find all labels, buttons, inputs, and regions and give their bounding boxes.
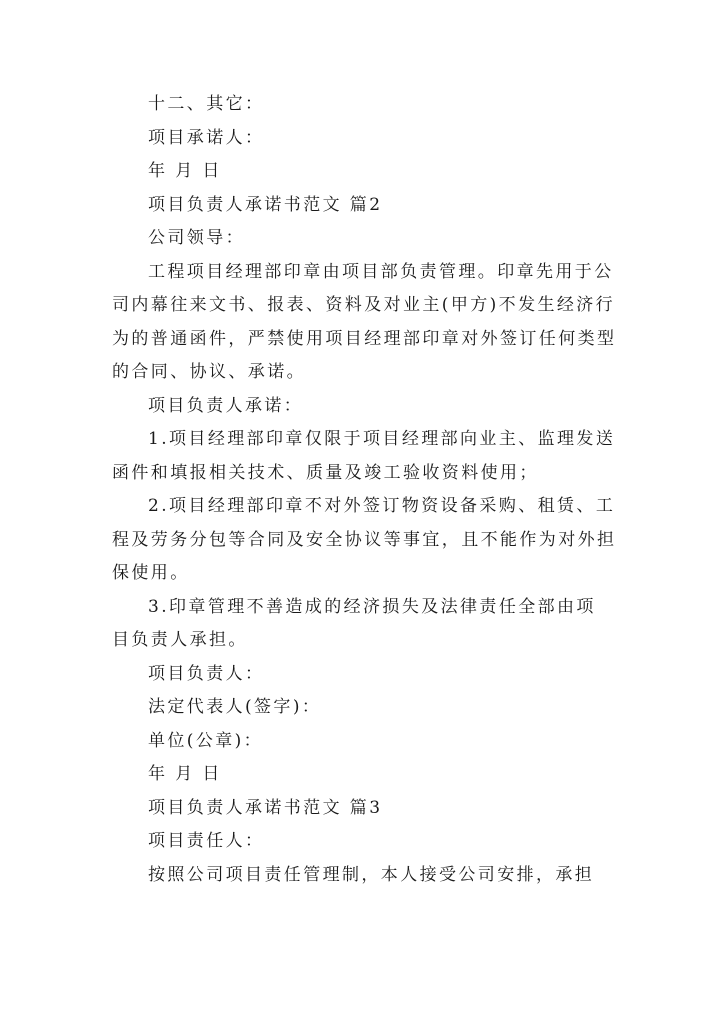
text-line: 单位(公章)： (148, 730, 264, 751)
paragraph-line: 目负责人承担。 (112, 630, 248, 650)
text-line: 十二、其它： (148, 94, 265, 114)
text-line: 年 月 日 (148, 764, 222, 784)
paragraph-line: 按照公司项目责任管理制，本人接受公司安排，承担 (148, 864, 595, 885)
text-line: 公司领导： (148, 228, 245, 248)
text-line: 年 月 日 (148, 161, 222, 181)
paragraph-line: 工程项目经理部印章由项目部负责管理。印章先用于公 (148, 261, 614, 282)
paragraph-line: 保使用。 (112, 563, 190, 583)
paragraph-line: 函件和填报相关技术、质量及竣工验收资料使用； (112, 462, 539, 483)
paragraph-line: 2.项目经理部印章不对外签订物资设备采购、租赁、工 (148, 496, 616, 516)
text-line: 项目责任人： (148, 831, 265, 851)
text-line: 项目负责人承诺： (148, 395, 304, 416)
paragraph-line: 3.印章管理不善造成的经济损失及法律责任全部由项 (148, 596, 596, 617)
paragraph-line: 司内幕往来文书、报表、资料及对业主(甲方)不发生经济行 (112, 295, 616, 315)
text-line: 项目承诺人： (148, 127, 265, 148)
paragraph-line: 程及劳务分包等合同及安全协议等事宜，且不能作为对外担 (112, 529, 617, 550)
text-line: 法定代表人(签字)： (148, 697, 322, 717)
section-heading: 项目负责人承诺书范文 篇2 (148, 194, 383, 215)
paragraph-line: 1.项目经理部印章仅限于项目经理部向业主、监理发送 (148, 429, 616, 449)
paragraph-line: 的合同、协议、承诺。 (112, 362, 306, 382)
text-line: 项目负责人： (148, 663, 265, 684)
paragraph-line: 为的普通函件，严禁使用项目经理部印章对外签订任何类型 (112, 328, 617, 349)
section-heading: 项目负责人承诺书范文 篇3 (148, 797, 383, 818)
document-body (112, 88, 617, 892)
